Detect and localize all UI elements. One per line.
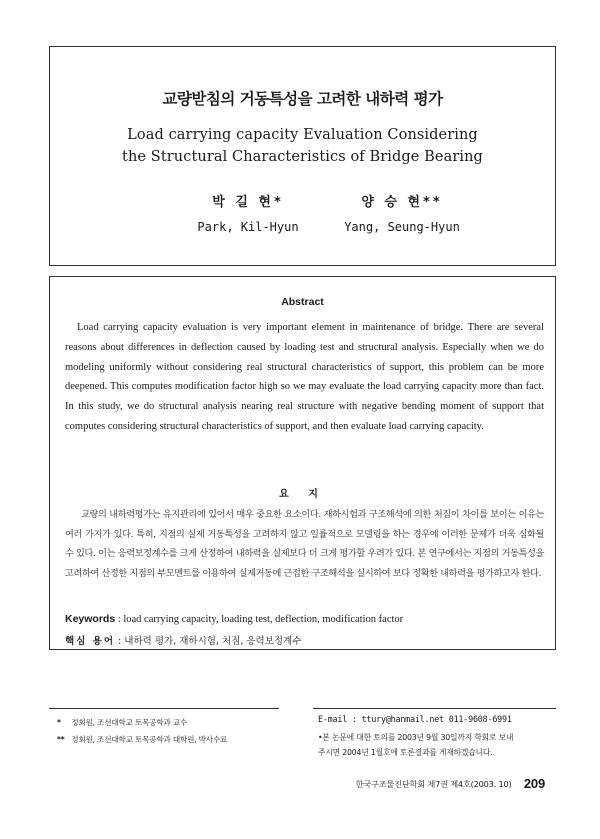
author-1-korean-name: 박 길 현*	[212, 195, 284, 210]
keywords-label: Keywords	[65, 613, 116, 625]
yoji-heading: 요 지	[279, 489, 326, 500]
abstract-heading: Abstract	[281, 296, 324, 308]
journal-citation: 한국구조물진단학회 제7권 제4호(2003. 10)	[355, 779, 512, 789]
contact-footnote	[318, 712, 558, 760]
keywords-english	[65, 613, 547, 625]
footnote-divider-left	[49, 708, 279, 709]
discussion-note-line-2: 주시면 2004년 1월호에 토론결과를 게재하겠습니다.	[318, 748, 493, 757]
page-number: 209	[523, 776, 545, 791]
contact-email: E-mail : ttury@hanmail.net 011-9608-6991	[318, 714, 512, 724]
abstract-box	[49, 276, 556, 650]
korean-keywords-label: 핵심 용어	[65, 636, 116, 647]
discussion-note-line-1: •본 논문에 대한 토의를 2003년 9월 30일까지 학회로 보내	[318, 733, 514, 742]
author-2	[332, 191, 472, 234]
footnote-divider-right	[313, 708, 556, 709]
author-1-english-name: Park, Kil-Hyun	[197, 220, 299, 234]
footnote-2-mark: **	[57, 735, 65, 744]
footnote-2-text: 정회원, 조선대학교 토목공학과 대학원, 박사수료	[71, 735, 228, 744]
yoji-body: 교량의 내하력평가는 유지관리에 있어서 매우 중요한 요소이다. 재하시험과 구조해석에 의한 처짐이 차이를 보이는 이유는 여러 가지가 있다. 특히, 지점의 실제 거동특성을 고려하지 않고 일률적으로 모델링을 하는 경우에 이러한 문제가 더욱 심화될 수 있다. 이는 응력보정계수를 크게 산정하여 내하력을 실제보다 더 크게 평가할 우려가 있다. 본 연구에서는 지점의 거동특성을 고려하여 산정한 지점의 부모멘트를 이용하여 실제거동에 근접한 구조해석을 실시하여 보다 정확한 내하력을 평가하고자 한다.	[65, 509, 544, 579]
english-title-line-1: Load carrying capacity Evaluation Considering	[127, 127, 478, 143]
korean-keywords-text: : 내하력 평가, 재하시험, 처짐, 응력보정계수	[118, 636, 302, 647]
author-1	[178, 191, 318, 234]
korean-title: 교량받침의 거동특성을 고려한 내하력 평가	[162, 90, 443, 108]
author-footnotes	[57, 714, 297, 748]
author-2-english-name: Yang, Seung-Hyun	[344, 220, 460, 234]
page-footer	[356, 776, 545, 791]
title-box	[49, 46, 556, 266]
footnote-1	[57, 714, 297, 731]
footnote-2	[57, 731, 297, 748]
footnote-1-mark: *	[57, 718, 61, 727]
english-title-line-2: the Structural Characteristics of Bridge Bearing	[122, 149, 483, 165]
keywords-korean	[65, 633, 547, 647]
keywords-text: : load carrying capacity, loading test, deflection, modification factor	[117, 614, 404, 625]
author-2-korean-name: 양 승 현**	[361, 195, 443, 210]
footnote-1-text: 정회원, 조선대학교 토목공학과 교수	[71, 718, 188, 727]
abstract-body: Load carrying capacity evaluation is very important element in maintenance of bridge. There are several reasons about differences in deflection caused by loading test and structural analysis. Especially when we do modeling uniformly without considering real structural characteristics of support, this problem can be more deepened. This computes modification factor high so we may evaluate the load carrying capacity more than fact. In this study, we do structural analysis nearing real structure with negative bending moment of support that computes considering structural characteristics of support, and then evaluate load carrying capacity.	[65, 322, 544, 432]
